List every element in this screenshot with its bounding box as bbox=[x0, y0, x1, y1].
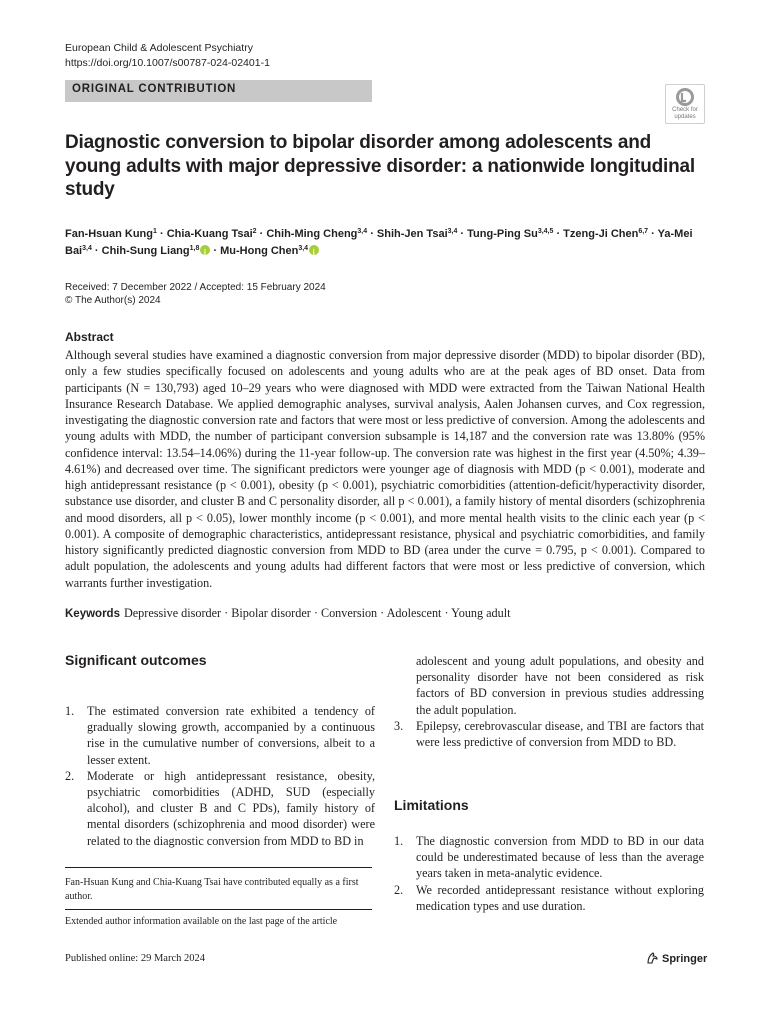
author-name[interactable]: Shih-Jen Tsai bbox=[376, 228, 448, 240]
limitations-list bbox=[394, 833, 704, 914]
author-separator: · bbox=[457, 228, 468, 240]
author-separator: · bbox=[210, 245, 221, 257]
abstract-heading: Abstract bbox=[65, 330, 114, 344]
orcid-icon[interactable] bbox=[309, 245, 319, 255]
author-affiliation: 3,4 bbox=[447, 228, 458, 235]
published-date: Published online: 29 March 2024 bbox=[65, 953, 205, 964]
author-affiliation: 3,4 bbox=[82, 245, 92, 252]
author-affiliation: 6,7 bbox=[638, 228, 649, 235]
author-name[interactable]: Chih-Ming Cheng bbox=[266, 228, 358, 240]
journal-header bbox=[65, 41, 270, 71]
item-text: We recorded antidepressant resistance without exploring medication types and use duration. bbox=[416, 882, 704, 913]
item-number: 1. bbox=[65, 704, 75, 718]
footnote-extended-info: Extended author information available on the last page of the article bbox=[65, 916, 338, 927]
article-type: ORIGINAL CONTRIBUTION bbox=[72, 83, 237, 95]
author-affiliation: 3,4 bbox=[298, 245, 309, 252]
article-dates bbox=[65, 281, 326, 307]
item-number: 1. bbox=[394, 834, 404, 848]
author-affiliation: 3,4 bbox=[357, 228, 368, 235]
check-updates-line1: Check for bbox=[672, 107, 698, 113]
item-number: 2. bbox=[394, 882, 404, 897]
author-list bbox=[65, 226, 705, 260]
list-item bbox=[394, 833, 704, 882]
author-separator: · bbox=[256, 228, 267, 240]
significant-outcomes-list-right bbox=[394, 653, 704, 750]
item-text: Epilepsy, cerebrovascular disease, and TBI are factors that were less predictive of conversion from MDD to BD. bbox=[416, 718, 704, 750]
received-accepted: Received: 7 December 2022 / Accepted: 15 February 2024 bbox=[65, 282, 326, 293]
check-updates-line2: updates bbox=[674, 113, 696, 120]
author-name[interactable]: Chia-Kuang Tsai bbox=[166, 228, 253, 240]
journal-name: European Child & Adolescent Psychiatry bbox=[65, 42, 253, 54]
article-type-bar bbox=[65, 80, 372, 102]
orcid-icon[interactable] bbox=[200, 245, 210, 255]
significant-outcomes-list-left bbox=[65, 703, 375, 849]
limitations-heading: Limitations bbox=[394, 797, 469, 813]
author-affiliation: 2 bbox=[252, 228, 257, 235]
list-item bbox=[394, 718, 704, 750]
author-name[interactable]: Ya-Mei Bai bbox=[65, 228, 693, 257]
publisher-logo bbox=[646, 951, 707, 965]
item-text: Moderate or high antidepressant resistance, obesity, psychiatric comorbidities (ADHD, SUD (especially alcohol), and cluster B and C PDs), family history of mental disorders (schizophrenia and mood disorder) were related to the diagnostic conversion from MDD to BD in bbox=[87, 768, 375, 848]
footnote-divider bbox=[65, 867, 372, 868]
keywords-list: Depressive disorder · Bipolar disorder · Conversion · Adolescent · Young adult bbox=[123, 606, 511, 620]
author-separator: · bbox=[648, 228, 658, 240]
publisher-name: Springer bbox=[662, 953, 708, 965]
item-text: The diagnostic conversion from MDD to BD in our data could be underestimated because of less than the average years taken in meta-analytic evidence. bbox=[416, 834, 704, 881]
check-updates-icon bbox=[676, 88, 694, 106]
item-number: 2. bbox=[65, 768, 75, 783]
check-for-updates-button[interactable] bbox=[665, 84, 705, 124]
item-text-continued: adolescent and young adult populations, and obesity and personality disorder have not been considered as risk factors of BD conversion in previous studies addressing the adult population. bbox=[416, 654, 704, 717]
author-separator: · bbox=[91, 245, 102, 257]
author-name[interactable]: Mu-Hong Chen bbox=[220, 245, 299, 257]
author-affiliation: 1,8 bbox=[189, 245, 200, 252]
item-number: 3. bbox=[394, 718, 404, 733]
list-item bbox=[65, 768, 375, 849]
keywords bbox=[65, 605, 705, 622]
author-separator: · bbox=[553, 228, 564, 240]
copyright-notice: © The Author(s) 2024 bbox=[65, 295, 161, 306]
springer-horse-icon bbox=[646, 951, 659, 964]
author-name[interactable]: Fan-Hsuan Kung bbox=[65, 228, 153, 240]
abstract-text: Although several studies have examined a diagnostic conversion from major depressive disorder (MDD) to bipolar disorder (BD), only a few studies specifically focused on adolescents and young adults who are at the peak ages of BD onset. Data from participants (N = 130,793) aged 10–29 years who were diagnosed with MDD were extracted from the Taiwan National Health Insurance Research Database. We applied demographic analyses, survival analysis, Aalen Johansen curves, and Cox regression, investigating the diagnostic conversion rate and factors that were most or less predictive of conversion. Among the adolescents and young adults with MDD, the number of participant conversion subsample is 14,187 and the conversion rate was 13.80% (95% confidence interval: 13.54–14.06%) during the 11-year follow-up. The conversion rate was highest in the first year (4.50%; 4.39–4.61%) and decreased over time. The significant predictors were younger age of diagnosis with MDD (p < 0.001), moderate and high antidepressant resistance (p < 0.001), obesity (p < 0.001), psychiatric comorbidities (attention-deficit/hyperactivity disorder, substance use disorder, and cluster B and C personality disorder, all p < 0.001), a family history of mental disorders (schizophrenia and mood disorders, all p < 0.05), lower monthly income (p < 0.001), and more mental health visits to the clinic each year (p < 0.001). A composite of demographic characteristics, antidepressant resistance, physical and psychiatric comorbidities, and family history significantly predicted diagnostic conversion from MDD to BD (area under the curve = 0.795, p < 0.001). Compared to adult population, the adolescents and young adults had different factors that were most or less predictive of conversion, which warrants further investigation. bbox=[65, 348, 705, 590]
keywords-label: Keywords bbox=[65, 608, 120, 620]
footnote-equal-contribution: Fan-Hsuan Kung and Chia-Kuang Tsai have contributed equally as a first author. bbox=[65, 877, 359, 902]
author-separator: · bbox=[156, 228, 167, 240]
author-name[interactable]: Chih-Sung Liang bbox=[101, 245, 190, 257]
author-affiliation: 3,4,5 bbox=[537, 228, 554, 235]
list-item bbox=[65, 703, 375, 768]
item-text: The estimated conversion rate exhibited a tendency of gradually slowing growth, accompanied by a continuous rise in the cumulative number of conversions, albeit to a lesser extent. bbox=[87, 704, 375, 767]
author-separator: · bbox=[367, 228, 377, 240]
author-affiliation: 1 bbox=[153, 228, 157, 235]
author-name[interactable]: Tzeng-Ji Chen bbox=[563, 228, 639, 240]
article-title: Diagnostic conversion to bipolar disorder among adolescents and young adults with major depressive disorder: a nationwide longitudinal study bbox=[65, 132, 695, 200]
list-item bbox=[394, 882, 704, 914]
author-name[interactable]: Tung-Ping Su bbox=[467, 228, 538, 240]
footnote-divider bbox=[65, 909, 372, 910]
significant-outcomes-heading: Significant outcomes bbox=[65, 652, 207, 668]
doi-link[interactable]: https://doi.org/10.1007/s00787-024-02401-1 bbox=[65, 57, 270, 69]
